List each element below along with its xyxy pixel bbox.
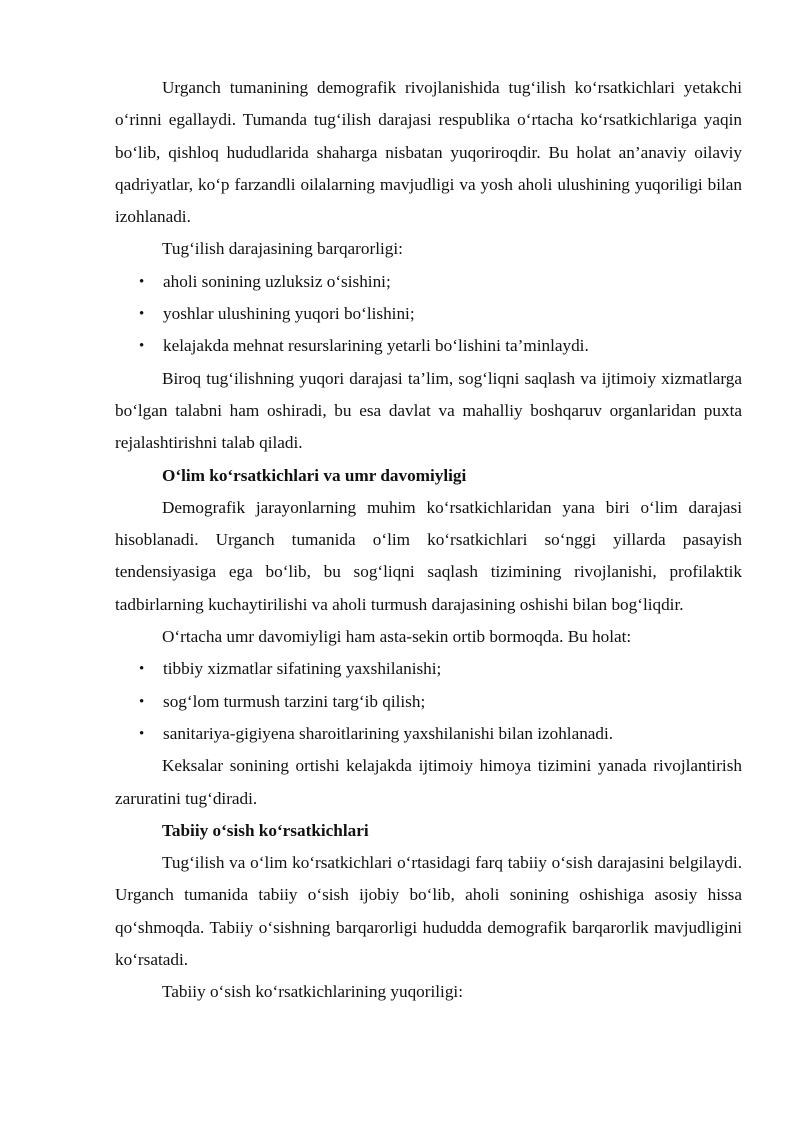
paragraph-mortality: Demografik jarayonlarning muhim ko‘rsatkichlaridan yana biri o‘lim darajasi hisoblanadi. Urganch tumanida o‘lim ko‘rsatkichlari so‘nggi yillarda pasayish tendensiyasiga ega bo‘lib, bu sog‘liqni saqlash tizimining rivojlanishi, profilaktik tadbirlarning kuchaytirilishi va aholi turmush darajasining oshishi bilan bog‘liqdir.: [115, 497, 742, 614]
bullet-list-life-expectancy: [115, 653, 742, 750]
paragraph-natural-growth-lead: Tabiiy o‘sish ko‘rsatkichlarining yuqoriligi:: [162, 982, 463, 1002]
list-item: [115, 686, 742, 718]
list-item-text: sog‘lom turmush tarzini targ‘ib qilish;: [163, 691, 426, 711]
section-heading-natural-growth: Tabiiy o‘sish ko‘rsatkichlari: [162, 820, 369, 840]
bullet-icon: •: [139, 725, 145, 742]
list-item: [115, 653, 742, 685]
paragraph-stability-lead: Tug‘ilish darajasining barqarorligi:: [162, 239, 403, 259]
bullet-icon: •: [139, 273, 145, 290]
list-item-text: yoshlar ulushining yuqori bo‘lishini;: [163, 304, 415, 324]
bullet-icon: •: [139, 661, 145, 678]
paragraph-services-demand: Biroq tug‘ilishning yuqori darajasi ta’lim, sog‘liqni saqlash va ijtimoiy xizmatlarga bo‘lgan talabni ham oshiradi, bu esa davlat va mahalliy boshqaruv organlaridan puxta rejalashtirishni talab qiladi.: [115, 368, 742, 453]
paragraph-birth-rate: Urganch tumanining demografik rivojlanishida tug‘ilish ko‘rsatkichlari yetakchi o‘rinni egallaydi. Tumanda tug‘ilish darajasi respublika o‘rtacha ko‘rsatkichlariga yaqin bo‘lib, qishloq hududlarida shaharga nisbatan yuqoriroqdir. Bu holat an’anaviy oilaviy qadriyatlar, ko‘p farzandli oilalarning mavjudligi va yosh aholi ulushining yuqoriligi bilan izohlanadi.: [115, 78, 742, 227]
bullet-icon: •: [139, 306, 145, 323]
list-item: [115, 298, 742, 330]
paragraph-elderly: Keksalar sonining ortishi kelajakda ijtimoiy himoya tizimini yanada rivojlantirish zaruratini tug‘diradi.: [115, 756, 742, 808]
document-page: [115, 72, 742, 1009]
list-item-text: kelajakda mehnat resurslarining yetarli bo‘lishini ta’minlaydi.: [163, 336, 589, 356]
bullet-list-stability: [115, 266, 742, 363]
list-item-text: tibbiy xizmatlar sifatining yaxshilanishi;: [163, 659, 442, 679]
paragraph-natural-growth: Tug‘ilish va o‘lim ko‘rsatkichlari o‘rtasidagi farq tabiiy o‘sish darajasini belgilaydi. Urganch tumanida tabiiy o‘sish ijobiy bo‘lib, aholi sonining oshishiga asosiy hissa qo‘shmoqda. Tabiiy o‘sishning barqarorligi hududda demografik barqarorlik mavjudligini ko‘rsatadi.: [115, 853, 742, 970]
bullet-icon: •: [139, 693, 145, 710]
list-item: [115, 330, 742, 362]
bullet-icon: •: [139, 338, 145, 355]
section-heading-mortality: O‘lim ko‘rsatkichlari va umr davomiyligi: [162, 465, 467, 485]
list-item: [115, 266, 742, 298]
list-item: [115, 718, 742, 750]
list-item-text: sanitariya-gigiyena sharoitlarining yaxshilanishi bilan izohlanadi.: [163, 723, 614, 743]
paragraph-life-expectancy-lead: O‘rtacha umr davomiyligi ham asta-sekin ortib bormoqda. Bu holat:: [162, 627, 632, 647]
list-item-text: aholi sonining uzluksiz o‘sishini;: [163, 271, 391, 291]
